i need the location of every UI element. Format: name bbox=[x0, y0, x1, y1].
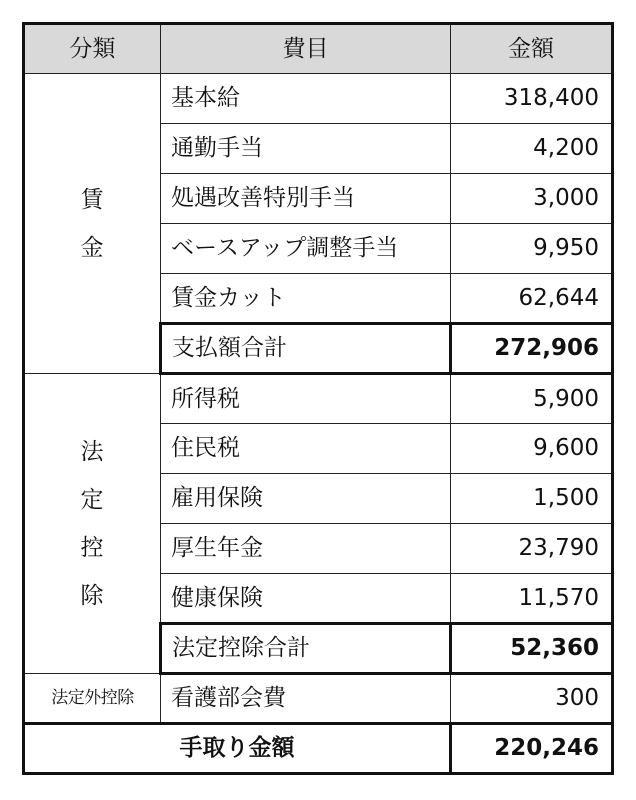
category-char: 控 bbox=[80, 534, 104, 561]
item-label: 処遇改善特別手当 bbox=[161, 174, 451, 224]
header-category: 分類 bbox=[24, 24, 161, 74]
header-amount: 金額 bbox=[451, 24, 613, 74]
net-pay-amount: 220,246 bbox=[451, 724, 613, 774]
category-wages bbox=[24, 74, 161, 374]
item-amount: 318,400 bbox=[451, 74, 613, 124]
item-amount: 62,644 bbox=[451, 274, 613, 324]
item-label: 看護部会費 bbox=[161, 674, 451, 724]
category-char: 定 bbox=[80, 486, 104, 513]
item-label: 賃金カット bbox=[161, 274, 451, 324]
item-amount: 11,570 bbox=[451, 574, 613, 624]
item-amount: 1,500 bbox=[451, 474, 613, 524]
net-pay-row bbox=[24, 724, 613, 774]
table-row bbox=[24, 74, 613, 124]
category-char: 金 bbox=[80, 234, 104, 261]
other-deductions-row bbox=[24, 674, 613, 724]
payslip-table bbox=[22, 22, 614, 775]
category-other-deductions: 法定外控除 bbox=[24, 674, 161, 724]
total-label: 法定控除合計 bbox=[161, 624, 451, 674]
item-amount: 5,900 bbox=[451, 374, 613, 424]
item-label: 所得税 bbox=[161, 374, 451, 424]
item-label: 住民税 bbox=[161, 424, 451, 474]
total-label: 支払額合計 bbox=[161, 324, 451, 374]
item-amount: 3,000 bbox=[451, 174, 613, 224]
category-char: 除 bbox=[80, 582, 104, 609]
header-item: 費目 bbox=[161, 24, 451, 74]
item-label: ベースアップ調整手当 bbox=[161, 224, 451, 274]
total-amount: 272,906 bbox=[451, 324, 613, 374]
item-amount: 300 bbox=[451, 674, 613, 724]
item-label: 健康保険 bbox=[161, 574, 451, 624]
total-amount: 52,360 bbox=[451, 624, 613, 674]
category-legal-deductions bbox=[24, 374, 161, 674]
item-label: 厚生年金 bbox=[161, 524, 451, 574]
item-amount: 23,790 bbox=[451, 524, 613, 574]
category-char: 賃 bbox=[80, 186, 104, 213]
item-label: 通勤手当 bbox=[161, 124, 451, 174]
net-pay-label: 手取り金額 bbox=[24, 724, 451, 774]
category-char: 法 bbox=[80, 438, 104, 465]
item-label: 雇用保険 bbox=[161, 474, 451, 524]
table-header-row bbox=[24, 24, 613, 74]
item-amount: 4,200 bbox=[451, 124, 613, 174]
item-label: 基本給 bbox=[161, 74, 451, 124]
item-amount: 9,600 bbox=[451, 424, 613, 474]
item-amount: 9,950 bbox=[451, 224, 613, 274]
table-row bbox=[24, 374, 613, 424]
